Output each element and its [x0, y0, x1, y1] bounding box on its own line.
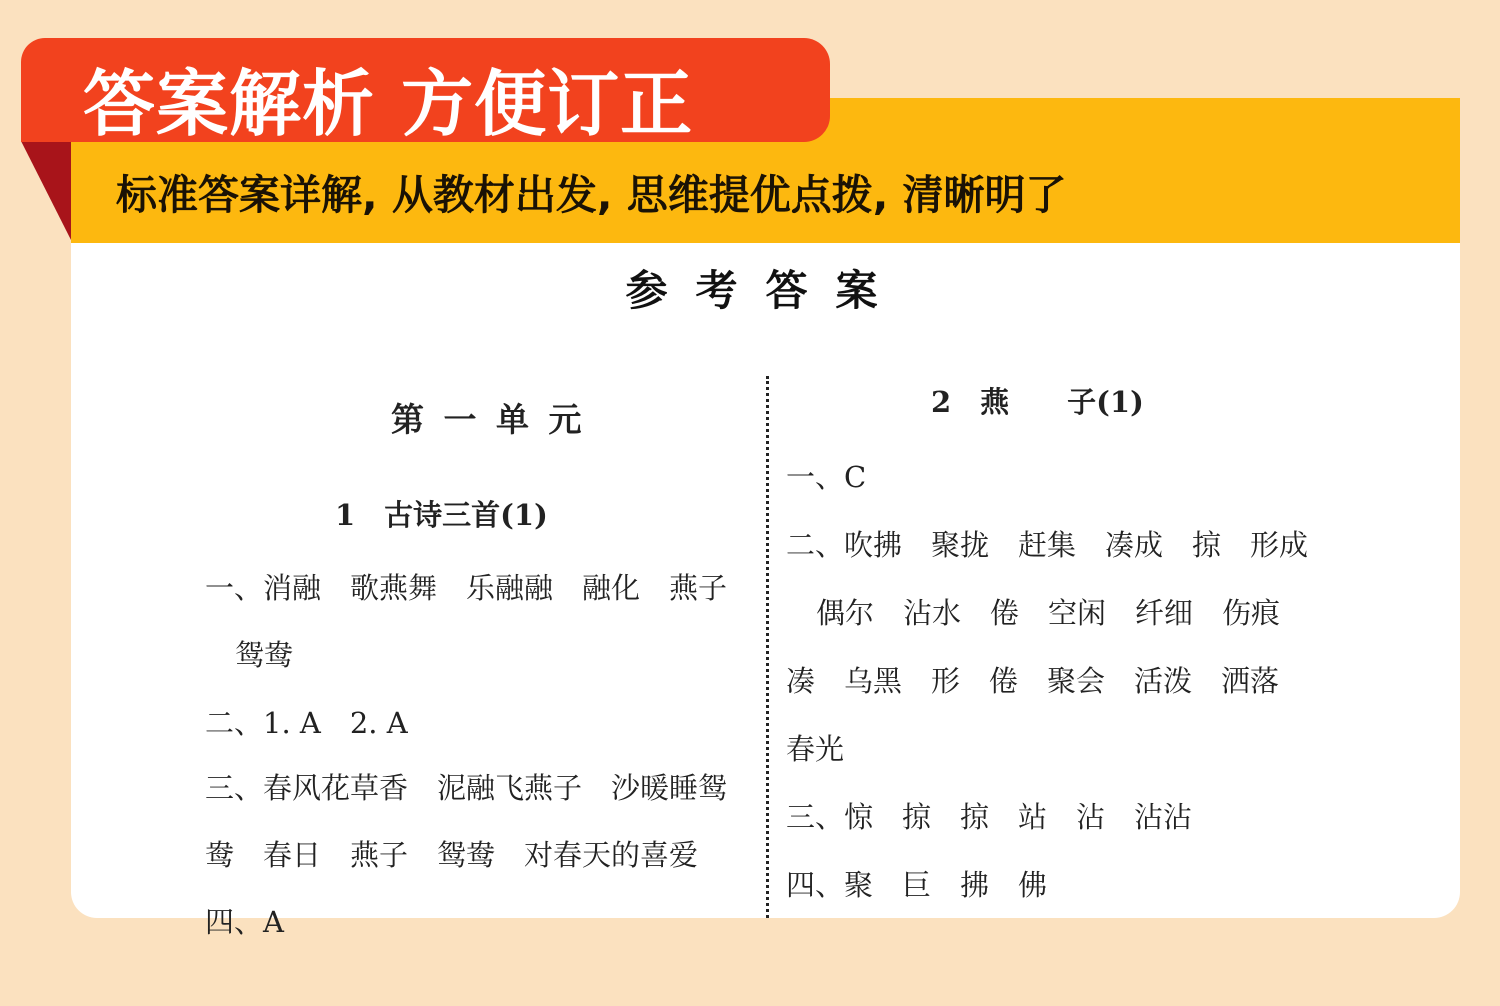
- answer-line: 鸯 春日 燕子 鸳鸯 对春天的喜爱: [205, 838, 699, 872]
- banner-fold: [21, 141, 71, 240]
- column-divider: [766, 376, 769, 918]
- answer-card: [71, 98, 1460, 939]
- answer-line: 三、惊 掠 掠 站 沾 沾沾: [786, 800, 1193, 834]
- lesson-heading-left: 1 古诗三首(1): [335, 498, 548, 532]
- title-banner: [21, 38, 830, 146]
- answer-line: 春光: [786, 732, 845, 766]
- answer-line: 凑 乌黑 形 倦 聚会 活泼 洒落: [786, 664, 1280, 698]
- lesson-heading-right: 2 燕 子(1): [931, 385, 1144, 419]
- answer-line: 偶尔 沾水 倦 空闲 纤细 伤痕: [816, 596, 1281, 630]
- answer-line: 四、A: [205, 905, 284, 939]
- answer-line: 一、C: [786, 460, 867, 494]
- answer-line: 一、消融 歌燕舞 乐融融 融化 燕子: [205, 571, 728, 605]
- banner-title: 答案解析 方便订正: [83, 62, 694, 146]
- unit-heading: 第 一 单 元: [391, 400, 586, 439]
- subtitle-text: 标准答案详解, 从教材出发, 思维提优点拨, 清晰明了: [116, 171, 1067, 219]
- document-title: 参考答案: [625, 266, 906, 315]
- answer-line: 二、吹拂 聚拢 赶集 凑成 掠 形成: [786, 528, 1309, 562]
- answer-line: 二、1. A 2. A: [205, 706, 408, 740]
- answer-line: 三、春风花草香 泥融飞燕子 沙暖睡鸳: [205, 771, 728, 805]
- answer-line: 四、聚 巨 拂 佛: [786, 868, 1048, 902]
- answer-line: 鸳鸯: [235, 638, 294, 672]
